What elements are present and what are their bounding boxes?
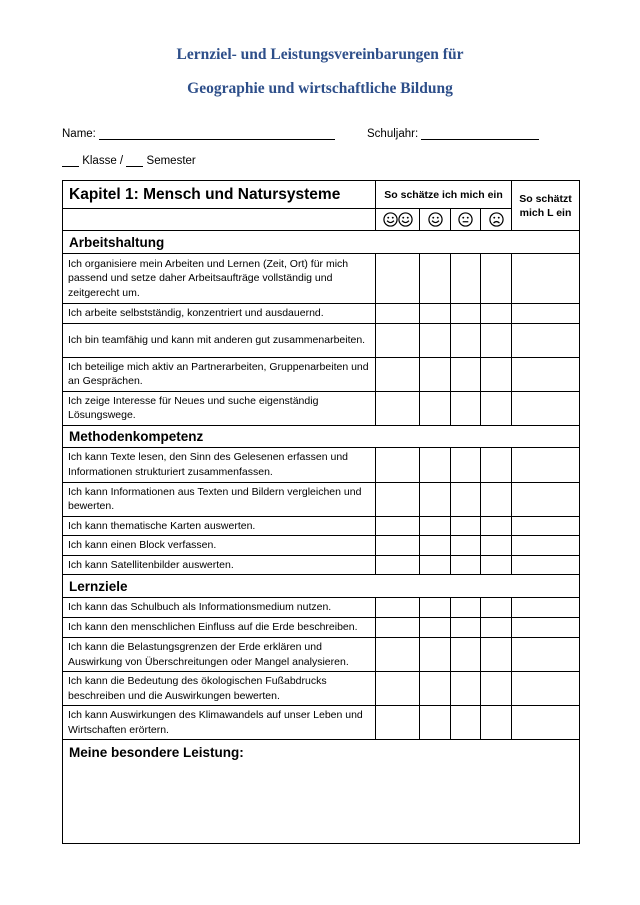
rating-cell-happy[interactable]: [420, 254, 451, 304]
chapter-header-row: [63, 181, 580, 209]
special-performance-row: [63, 740, 580, 844]
criterion-text: Ich kann die Bedeutung des ökologischen Fußabdrucks beschreiben und die Auswirkungen bewerten.: [63, 672, 376, 706]
criterion-text: Ich kann thematische Karten auswerten.: [63, 516, 376, 536]
happy-face-icon: [428, 212, 443, 227]
criterion-text: Ich kann Auswirkungen des Klimawandels auf unser Leben und Wirtschaften erörtern.: [63, 706, 376, 740]
sad-face-icon: [489, 212, 504, 227]
teacher-assessment-line2: mich L ein: [519, 206, 572, 219]
teacher-rating-cell[interactable]: [512, 598, 580, 618]
rating-cell-sad[interactable]: [481, 254, 512, 304]
rating-cell-happy[interactable]: [420, 447, 451, 482]
table-row: [63, 447, 580, 482]
rating-cell-sad[interactable]: [481, 482, 512, 516]
teacher-rating-cell[interactable]: [512, 516, 580, 536]
table-row: [63, 706, 580, 740]
rating-cell-very-happy[interactable]: [376, 598, 420, 618]
criterion-text: Ich kann die Belastungsgrenzen der Erde erklären und Auswirkung von Überschreitungen oder Mangel analysieren.: [63, 638, 376, 672]
criterion-text: Ich bin teamfähig und kann mit anderen gut zusammenarbeiten.: [63, 323, 376, 357]
name-blank-line[interactable]: [99, 127, 335, 140]
class-blank-line[interactable]: [62, 155, 79, 167]
teacher-rating-cell[interactable]: [512, 672, 580, 706]
rating-cell-happy[interactable]: [420, 706, 451, 740]
rating-cell-neutral[interactable]: [451, 357, 481, 391]
teacher-rating-cell[interactable]: [512, 536, 580, 556]
rating-cell-neutral[interactable]: [451, 482, 481, 516]
table-row: [63, 598, 580, 618]
criterion-text: Ich kann Satellitenbilder auswerten.: [63, 555, 376, 575]
teacher-rating-cell[interactable]: [512, 706, 580, 740]
section-row: [63, 425, 580, 447]
criterion-text: Ich kann das Schulbuch als Informationsmedium nutzen.: [63, 598, 376, 618]
table-row: [63, 391, 580, 425]
criterion-text: Ich organisiere mein Arbeiten und Lernen (Zeit, Ort) für mich passend und setze daher Arbeitsaufträge vollständig und zeitgerecht um.: [63, 254, 376, 304]
criterion-text: Ich zeige Interesse für Neues und suche eigenständig Lösungswege.: [63, 391, 376, 425]
rating-cell-sad[interactable]: [481, 598, 512, 618]
smiley-row: [63, 209, 580, 231]
teacher-rating-cell[interactable]: [512, 254, 580, 304]
rating-cell-happy[interactable]: [420, 357, 451, 391]
school-year-label: Schuljahr:: [367, 128, 419, 140]
criterion-text: Ich kann den menschlichen Einfluss auf die Erde beschreiben.: [63, 618, 376, 638]
rating-cell-very-happy[interactable]: [376, 482, 420, 516]
rating-cell-neutral[interactable]: [451, 706, 481, 740]
rating-cell-very-happy[interactable]: [376, 357, 420, 391]
neutral-column-header: [451, 209, 481, 231]
teacher-rating-cell[interactable]: [512, 618, 580, 638]
rating-cell-sad[interactable]: [481, 706, 512, 740]
rating-cell-sad[interactable]: [481, 638, 512, 672]
rating-cell-sad[interactable]: [481, 391, 512, 425]
table-row: [63, 536, 580, 556]
self-assessment-header: So schätze ich mich ein: [376, 181, 512, 209]
rating-cell-happy[interactable]: [420, 618, 451, 638]
rating-cell-sad[interactable]: [481, 304, 512, 324]
school-year-blank-line[interactable]: [421, 127, 539, 140]
name-field[interactable]: [62, 127, 335, 140]
rating-cell-sad[interactable]: [481, 516, 512, 536]
table-row: [63, 304, 580, 324]
rating-cell-very-happy[interactable]: [376, 672, 420, 706]
sad-column-header: [481, 209, 512, 231]
rating-cell-very-happy[interactable]: [376, 516, 420, 536]
section-row: [63, 575, 580, 598]
rating-cell-very-happy[interactable]: [376, 618, 420, 638]
section-title: Methodenkompetenz: [63, 425, 580, 447]
table-row: [63, 555, 580, 575]
table-row: [63, 357, 580, 391]
rating-cell-sad[interactable]: [481, 555, 512, 575]
rating-cell-happy[interactable]: [420, 304, 451, 324]
rating-cell-happy[interactable]: [420, 536, 451, 556]
rating-cell-sad[interactable]: [481, 323, 512, 357]
rating-cell-very-happy[interactable]: [376, 555, 420, 575]
section-row: [63, 231, 580, 254]
very-happy-face-icon: [398, 212, 413, 227]
rating-cell-very-happy[interactable]: [376, 391, 420, 425]
teacher-rating-cell[interactable]: [512, 323, 580, 357]
class-semester-field: [62, 155, 196, 167]
very-happy-face-icon: [383, 212, 398, 227]
teacher-assessment-line1: So schätzt: [519, 192, 572, 205]
criterion-text: Ich kann Texte lesen, den Sinn des Gelesenen erfassen und Informationen strukturiert zusammenfassen.: [63, 447, 376, 482]
semester-blank-line[interactable]: [126, 155, 143, 167]
document-title-line1: Lernziel- und Leistungsvereinbarungen für: [176, 46, 464, 63]
rating-cell-very-happy[interactable]: [376, 536, 420, 556]
teacher-rating-cell[interactable]: [512, 304, 580, 324]
table-row: [63, 482, 580, 516]
assessment-table: [62, 180, 580, 844]
rating-cell-neutral[interactable]: [451, 555, 481, 575]
rating-cell-sad[interactable]: [481, 618, 512, 638]
rating-cell-neutral[interactable]: [451, 536, 481, 556]
special-performance-label: Meine besondere Leistung:: [69, 745, 244, 760]
rating-cell-very-happy[interactable]: [376, 447, 420, 482]
teacher-rating-cell[interactable]: [512, 447, 580, 482]
rating-cell-neutral[interactable]: [451, 618, 481, 638]
teacher-rating-cell[interactable]: [512, 638, 580, 672]
criterion-text: Ich kann einen Block verfassen.: [63, 536, 376, 556]
teacher-rating-cell[interactable]: [512, 357, 580, 391]
rating-cell-happy[interactable]: [420, 391, 451, 425]
rating-cell-happy[interactable]: [420, 598, 451, 618]
document-title-line2: Geographie und wirtschaftliche Bildung: [187, 80, 453, 97]
rating-cell-happy[interactable]: [420, 323, 451, 357]
rating-cell-neutral[interactable]: [451, 304, 481, 324]
rating-cell-sad[interactable]: [481, 536, 512, 556]
rating-cell-neutral[interactable]: [451, 598, 481, 618]
criterion-text: Ich kann Informationen aus Texten und Bildern vergleichen und bewerten.: [63, 482, 376, 516]
teacher-assessment-header: [512, 181, 580, 231]
special-performance-box[interactable]: [63, 740, 580, 844]
chapter-title: Kapitel 1: Mensch und Natursysteme: [63, 181, 376, 209]
teacher-rating-cell[interactable]: [512, 482, 580, 516]
empty-header-cell: [63, 209, 376, 231]
name-label: Name:: [62, 128, 96, 140]
section-title: Arbeitshaltung: [63, 231, 580, 254]
happy-column-header: [420, 209, 451, 231]
rating-cell-neutral[interactable]: [451, 323, 481, 357]
school-year-field[interactable]: [367, 127, 539, 140]
very-happy-column-header: [376, 209, 420, 231]
rating-cell-happy[interactable]: [420, 516, 451, 536]
table-row: [63, 323, 580, 357]
table-row: [63, 638, 580, 672]
criterion-text: Ich arbeite selbstständig, konzentriert und ausdauernd.: [63, 304, 376, 324]
rating-cell-very-happy[interactable]: [376, 706, 420, 740]
teacher-rating-cell[interactable]: [512, 391, 580, 425]
rating-cell-sad[interactable]: [481, 672, 512, 706]
teacher-rating-cell[interactable]: [512, 555, 580, 575]
rating-cell-neutral[interactable]: [451, 638, 481, 672]
rating-cell-very-happy[interactable]: [376, 304, 420, 324]
rating-cell-very-happy[interactable]: [376, 254, 420, 304]
rating-cell-neutral[interactable]: [451, 672, 481, 706]
rating-cell-neutral[interactable]: [451, 447, 481, 482]
rating-cell-neutral[interactable]: [451, 516, 481, 536]
neutral-face-icon: [458, 212, 473, 227]
rating-cell-sad[interactable]: [481, 447, 512, 482]
rating-cell-sad[interactable]: [481, 357, 512, 391]
rating-cell-neutral[interactable]: [451, 254, 481, 304]
table-row: [63, 254, 580, 304]
table-row: [63, 672, 580, 706]
rating-cell-happy[interactable]: [420, 482, 451, 516]
rating-cell-happy[interactable]: [420, 672, 451, 706]
rating-cell-neutral[interactable]: [451, 391, 481, 425]
rating-cell-very-happy[interactable]: [376, 638, 420, 672]
table-row: [63, 516, 580, 536]
section-title: Lernziele: [63, 575, 580, 598]
rating-cell-happy[interactable]: [420, 638, 451, 672]
table-row: [63, 618, 580, 638]
semester-label: Semester: [146, 155, 196, 167]
rating-cell-very-happy[interactable]: [376, 323, 420, 357]
rating-cell-happy[interactable]: [420, 555, 451, 575]
class-label: Klasse /: [82, 155, 124, 167]
criterion-text: Ich beteilige mich aktiv an Partnerarbeiten, Gruppenarbeiten und an Gesprächen.: [63, 357, 376, 391]
